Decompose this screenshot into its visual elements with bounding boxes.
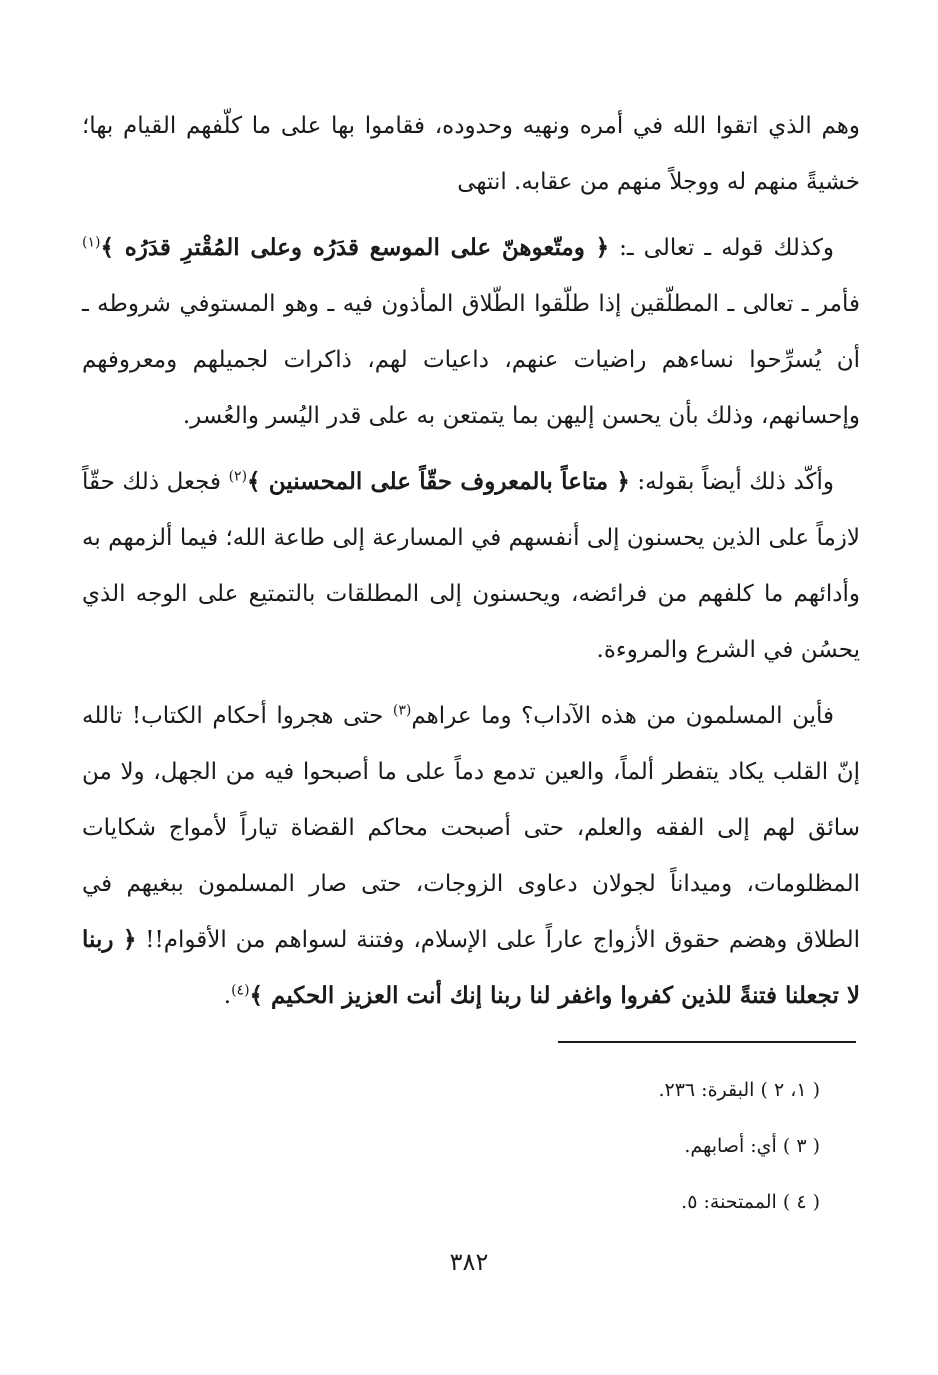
footnote-item: ( ٤ ) الممتحنة: ٥.	[681, 1191, 820, 1213]
page-number: ٣٨٢	[449, 1248, 489, 1276]
footnotes	[320, 1062, 820, 1230]
text-segment: وأكّد ذلك أيضاً بقوله:	[629, 469, 834, 495]
paragraph-3	[82, 454, 860, 678]
footnote-ref[interactable]: (٣)	[392, 702, 412, 719]
footnote-ref[interactable]: (٢)	[228, 468, 248, 485]
text-segment: .	[223, 983, 232, 1009]
text-segment: وهم الذي اتقوا الله في أمره ونهيه وحدوده، فقاموا بها على ما كلّفهم القيام بها؛ خشيةً منهم له ووجلاً منهم من عقابه. انتهى	[82, 113, 860, 195]
footnote-ref[interactable]: (١)	[82, 234, 101, 251]
quran-quote: ﴿ متاعاً بالمعروف حقّاً على المحسنين ﴾	[247, 468, 630, 495]
footnote-divider	[558, 1041, 856, 1043]
paragraph-1	[82, 98, 860, 210]
quran-quote: ﴿ ربنا لا تجعلنا فتنةً للذين كفروا واغفر لنا ربنا إنك أنت العزيز الحكيم ﴾	[82, 926, 860, 1009]
main-text	[82, 98, 860, 1034]
paragraph-4	[82, 688, 860, 1024]
quran-quote: ﴿ ومتّعوهنّ على الموسع قدَرُه وعلى المُقْترِ قدَرُه ﴾	[100, 234, 610, 261]
text-segment: فأين المسلمون من هذه الآداب؟ وما عراهم	[411, 703, 834, 729]
text-segment: وكذلك قوله ـ تعالى ـ:	[609, 235, 834, 261]
text-segment: فأمر ـ تعالى ـ المطلّقين إذا طلّقوا الطّلاق المأذون فيه ـ وهو المستوفي شروطه ـ أن يُسرِّحوا نساءهم راضيات عنهم، داعيات لهم، ذاكرات لجميلهم ومعروفهم وإحسانهم، وذلك بأن يحسن إليهن بما يتمتعن به على قدر اليُسر والعُسر.	[82, 291, 860, 429]
footnote-item: ( ٣ ) أي: أصابهم.	[684, 1135, 820, 1157]
text-segment: فجعل ذلك حقّاً لازماً على الذين يحسنون إلى أنفسهم في المسارعة إلى طاعة الله؛ فيما ألزمهم به وأدائهم ما كلفهم من فرائضه، ويحسنون إلى المطلقات بالتمتيع على الوجه الذي يحسُن في الشرع والمروءة.	[82, 469, 860, 663]
text-segment: حتى هجروا أحكام الكتاب! تالله إنّ القلب يكاد يتفطر ألماً، والعين تدمع دماً على ما أصبحوا فيه من الجهل، ولا من سائق لهم إلى الفقه والعلم، حتى أصبحت محاكم القضاة تياراً لأمواج شكايات المظلومات، وميداناً لجولان دعاوى الزوجات، حتى صار المسلمون ببغيهم في الطلاق وهضم حقوق الأزواج عاراً على الإسلام، وفتنة لسواهم من الأقوام!!	[82, 703, 860, 953]
footnote-ref[interactable]: (٤)	[231, 982, 250, 999]
footnote-item: ( ١، ٢ ) البقرة: ٢٣٦.	[658, 1079, 820, 1101]
paragraph-2	[82, 220, 860, 444]
